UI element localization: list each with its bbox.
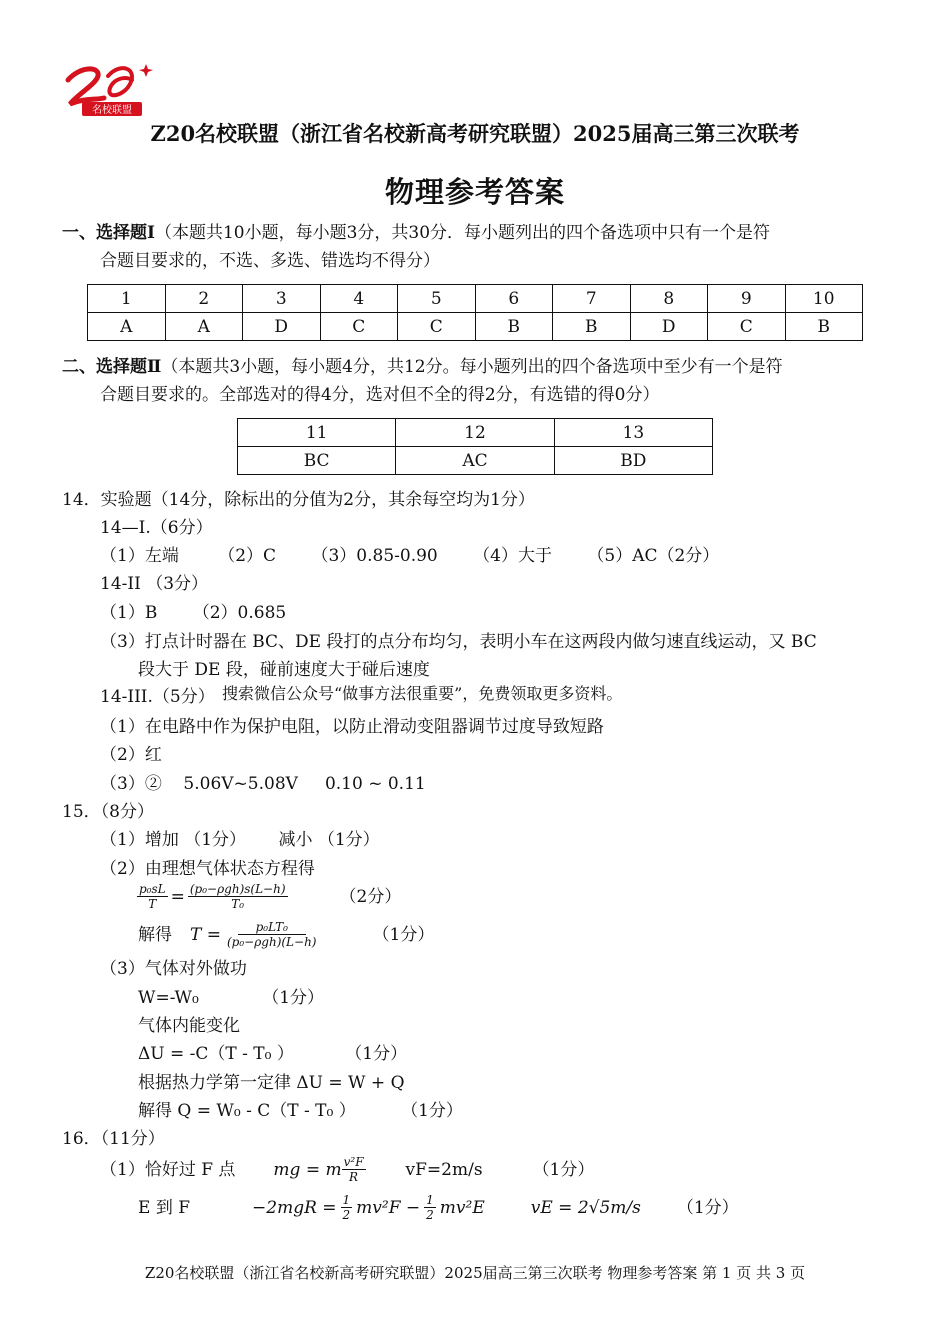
table-cell: B [553, 313, 631, 341]
equation-lhs: mg = m [273, 1159, 342, 1180]
section1-heading: 一、选择题Ⅰ [62, 223, 155, 243]
table-cell: 2 [165, 285, 243, 313]
q15-title: 15．（8分） [62, 802, 154, 822]
table-row [88, 285, 863, 313]
fraction [188, 882, 288, 911]
score: （1分） [262, 988, 325, 1008]
q15-a2: （2）由理想气体状态方程得 [100, 859, 315, 879]
q15-a3-q: 解得 Q = W₀ - C（T - T₀ ） [138, 1101, 356, 1121]
q15-a3: （3）气体对外做功 [100, 959, 247, 979]
section1-desc-line2: 合题目要求的，不选、多选、错选均不得分） [100, 251, 440, 271]
equals-sign: = [170, 886, 185, 907]
q15-a3-u-line [138, 1043, 407, 1065]
table-row [88, 313, 863, 341]
section2-desc-line1: （本题共3小题，每小题4分，共12分。每小题列出的四个备选项中至少有一个是符 [161, 357, 783, 377]
fraction-denominator: (p₀−ρgh)(L−h) [227, 935, 317, 949]
q16-ve: vE = 2√5m/s [530, 1197, 641, 1218]
score: （1分） [532, 1159, 595, 1180]
score: （1分） [401, 1101, 463, 1121]
q14-p2-a12 [100, 602, 286, 624]
table-cell: B [785, 313, 863, 341]
q15-a3-law: 根据热力学第一定律 ΔU = W + Q [138, 1073, 405, 1093]
svg-text:名校联盟: 名校联盟 [92, 105, 132, 116]
q16-title: 16．（11分） [62, 1129, 165, 1149]
q15-a3-q-line [138, 1100, 463, 1122]
fraction-numerator: p₀LT₀ [238, 920, 306, 935]
section2-desc-line2: 合题目要求的。全部选对的得4分，选对但不全的得2分，有选错的得0分） [100, 385, 660, 405]
table-cell: D [243, 313, 321, 341]
table-cell: C [398, 313, 476, 341]
q15-equation-2 [138, 920, 434, 949]
q15-a3-w-line [138, 987, 324, 1009]
page-footer: Z20名校联盟（浙江省名校新高考研究联盟）2025届高三第三次联考 物理参考答案 第 1 页 共 3 页 [144, 1264, 806, 1282]
q14-p2-a2: （2）0.685 [192, 603, 287, 623]
q16-a1-label: （1）恰好过 F 点 [100, 1159, 236, 1180]
fraction-numerator: (p₀−ρgh)s(L−h) [189, 882, 286, 896]
score: （2分） [339, 886, 402, 907]
table-row [238, 447, 713, 475]
table-cell: B [475, 313, 553, 341]
q16-a1 [100, 1155, 594, 1184]
fraction-denominator: R [349, 1170, 359, 1184]
q14-p1-title: 14—I.（6分） [100, 518, 213, 538]
watermark-text: 搜索微信公众号“做事方法很重要”，免费领取更多资料。 [222, 684, 623, 703]
logo [60, 58, 160, 120]
equation-lhs: −2mgR = [252, 1197, 337, 1218]
section2-heading: 二、选择题Ⅱ [62, 357, 162, 377]
section1-desc-line1: （本题共10小题，每小题3分，共30分．每小题列出的四个备选项中只有一个是符 [154, 223, 771, 243]
table-cell: 1 [88, 285, 166, 313]
term: mv²F − [356, 1197, 421, 1218]
q16-vf: vF=2m/s [405, 1159, 483, 1180]
fraction [342, 1155, 366, 1184]
table-cell: 11 [238, 419, 396, 447]
fraction-denominator: 2 [426, 1208, 434, 1222]
fraction [424, 1193, 436, 1222]
equation-lhs: T = [190, 924, 221, 945]
score: （1分） [676, 1197, 739, 1218]
q16-a2-label: E 到 F [138, 1197, 191, 1218]
q14-p1-answer: （2）C [218, 546, 277, 566]
table-cell: A [88, 313, 166, 341]
fraction [341, 1193, 353, 1222]
q14-p3-a2: （2）红 [100, 745, 162, 765]
q14-title: 14．实验题（14分，除标出的分值为2分，其余每空均为1分） [62, 490, 535, 510]
fraction-denominator: T₀ [231, 897, 245, 911]
table-cell: BD [554, 447, 712, 475]
table-cell: 3 [243, 285, 321, 313]
table-cell: C [320, 313, 398, 341]
q16-a2 [138, 1193, 739, 1222]
section2-answer-table [237, 418, 713, 475]
q14-p3-a3: （3）② 5.06V~5.08V 0.10 ~ 0.11 [100, 774, 426, 794]
section1-heading-line [62, 222, 770, 244]
q14-p1-answers [100, 545, 719, 567]
z20-logo-icon [60, 58, 160, 120]
score: （1分） [372, 924, 435, 945]
q14-p3-a1: （1）在电路中作为保护电阻，以防止滑动变阻器调节过度导致短路 [100, 717, 604, 737]
table-cell: 4 [320, 285, 398, 313]
term: mv²E [439, 1197, 485, 1218]
solve-label: 解得 [138, 924, 172, 945]
q14-p3-title: 14-III.（5分） [100, 687, 215, 707]
score: （1分） [345, 1044, 408, 1064]
table-cell: A [165, 313, 243, 341]
q14-p2-a3-line1: （3）打点计时器在 BC、DE 段打的点分布均匀，表明小车在这两段内做匀速直线运动，又 BC [100, 632, 817, 652]
table-cell: C [708, 313, 786, 341]
q15-equation-1 [137, 882, 401, 911]
q14-p2-title: 14-II （3分） [100, 574, 209, 594]
section1-answer-table [87, 284, 863, 341]
table-cell: 8 [630, 285, 708, 313]
table-cell: D [630, 313, 708, 341]
fraction-numerator: 1 [426, 1193, 434, 1207]
q14-p1-answer: （4）大于 [473, 546, 552, 566]
fraction-numerator: v²F [343, 1155, 364, 1169]
q14-p1-answer: （3）0.85-0.90 [311, 546, 438, 566]
table-cell: 10 [785, 285, 863, 313]
doc-title: 物理参考答案 [384, 175, 565, 209]
section2-heading-line [62, 356, 783, 378]
fraction-denominator: 2 [342, 1208, 351, 1222]
exam-title: Z20名校联盟（浙江省名校新高考研究联盟）2025届高三第三次联考 [150, 121, 800, 146]
q15-a3-u: ΔU = -C（T - T₀ ） [138, 1044, 294, 1064]
table-cell: 5 [398, 285, 476, 313]
table-cell: 6 [475, 285, 553, 313]
q14-p1-answer: （5）AC（2分） [587, 546, 720, 566]
fraction-numerator: 1 [342, 1193, 351, 1207]
table-cell: 7 [553, 285, 631, 313]
table-cell: BC [238, 447, 396, 475]
table-cell: AC [396, 447, 554, 475]
fraction [225, 920, 319, 949]
q14-p2-a1: （1）B [100, 603, 158, 623]
table-cell: 12 [396, 419, 554, 447]
q14-p2-a3-line2: 段大于 DE 段，碰前速度大于碰后速度 [138, 660, 430, 680]
q15-a3-u-label: 气体内能变化 [138, 1016, 240, 1036]
fraction-denominator: T [148, 897, 157, 911]
fraction [137, 882, 168, 911]
table-cell: 9 [708, 285, 786, 313]
q15-a3-w: W=-W₀ [138, 988, 199, 1008]
fraction-numerator: p₀sL [139, 882, 166, 896]
q14-p1-answer: （1）左端 [100, 546, 179, 566]
q15-a1: （1）增加 （1分） 减小 （1分） [100, 830, 380, 850]
table-row [238, 419, 713, 447]
table-cell: 13 [554, 419, 712, 447]
